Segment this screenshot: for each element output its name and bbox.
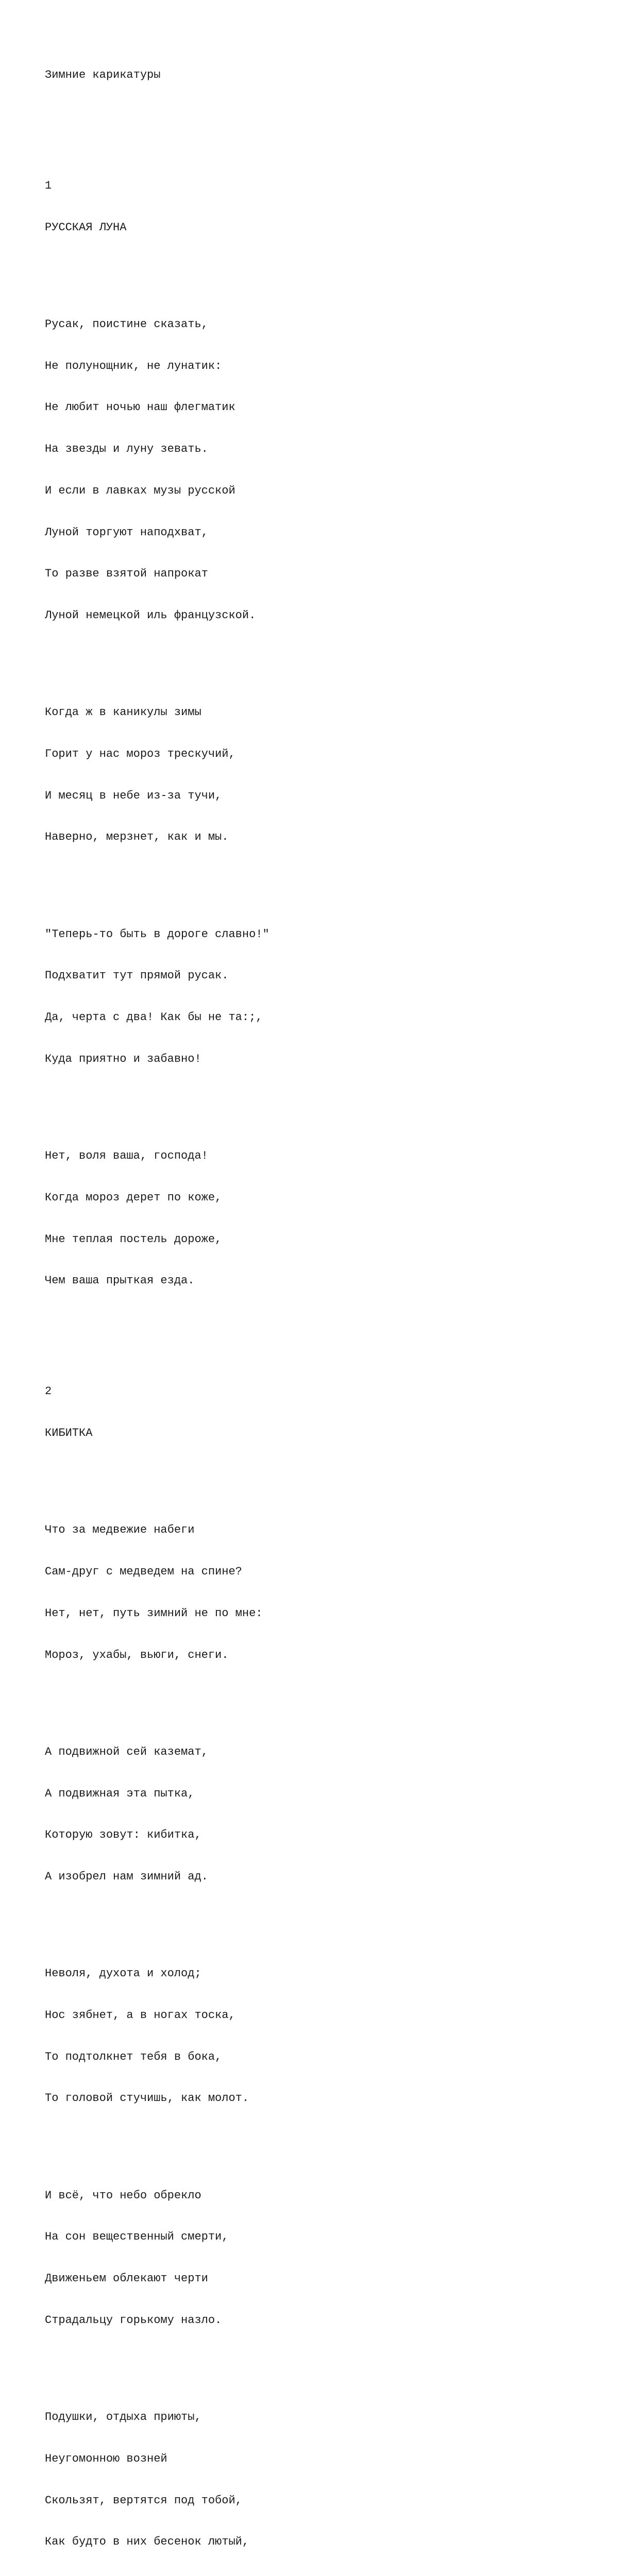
poem-line: То головой стучишь, как молот. xyxy=(45,2092,249,2105)
poem-line: Луной торгуют наподхват, xyxy=(45,526,208,539)
blank-line xyxy=(45,1316,612,1330)
poem-line: Не полунощник, не лунатик: xyxy=(45,359,222,372)
blank-line xyxy=(45,2355,612,2369)
poem-line: Движеньем облекают черти xyxy=(45,2272,208,2285)
poem-line: И если в лавках музы русской xyxy=(45,484,235,497)
section-heading: РУССКАЯ ЛУНА xyxy=(45,221,127,234)
poem-line: Куда приятно и забавно! xyxy=(45,1052,201,1065)
poem-line: Горит у нас мороз трескучий, xyxy=(45,747,235,760)
poem-line: Подушки, отдыха приюты, xyxy=(45,2411,201,2424)
blank-line xyxy=(45,1912,612,1926)
poem-line: "Теперь-то быть в дороге славно!" xyxy=(45,927,270,941)
poem-line: А подвижной сей каземат, xyxy=(45,1745,208,1758)
document-page xyxy=(45,41,612,2576)
poem-line: Чем ваша прыткая езда. xyxy=(45,1274,195,1287)
poem-line: То подтолкнет тебя в бока, xyxy=(45,2050,222,2063)
poem-line: Подхватит тут прямой русак. xyxy=(45,969,229,982)
poem-line: Что за медвежие набеги xyxy=(45,1523,195,1537)
blank-line xyxy=(45,651,612,665)
poem-line: На сон вещественный смерти, xyxy=(45,2230,229,2244)
poem-line: И месяц в небе из-за тучи, xyxy=(45,789,222,802)
poem-line: Нос зябнет, а в ногах тоска, xyxy=(45,2009,235,2022)
document-title: Зимние карикатуры xyxy=(45,68,161,81)
poem-line: Мороз, ухабы, вьюги, снеги. xyxy=(45,1648,229,1662)
poem-line: На звезды и луну зевать. xyxy=(45,443,208,456)
poem-line: Русак, поистине сказать, xyxy=(45,318,208,331)
poem-line: Наверно, мерзнет, как и мы. xyxy=(45,831,229,844)
poem-line: То разве взятой напрокат xyxy=(45,567,208,581)
poem-line: А подвижная эта пытка, xyxy=(45,1787,195,1800)
poem-line: Когда мороз дерет по коже, xyxy=(45,1191,222,1204)
poem-line: А изобрел нам зимний ад. xyxy=(45,1870,208,1883)
poem-line: Мне теплая постель дороже, xyxy=(45,1232,222,1246)
blank-line xyxy=(45,110,612,124)
poem-line: Неугомонною возней xyxy=(45,2452,167,2465)
blank-line xyxy=(45,1690,612,1704)
poem-line: Нет, воля ваша, господа! xyxy=(45,1149,208,1163)
poem-line: Да, черта с два! Как бы не та:;, xyxy=(45,1011,263,1024)
poem-line: Которую зовут: кибитка, xyxy=(45,1828,201,1842)
poem-line: Сам-друг с медведем на спине? xyxy=(45,1565,242,1579)
blank-line xyxy=(45,872,612,886)
poem-line: Как будто в них бесенок лютый, xyxy=(45,2535,249,2549)
poem-line: И всё, что небо обрекло xyxy=(45,2189,201,2202)
blank-line xyxy=(45,1094,612,1108)
section-number: 2 xyxy=(45,1385,52,1398)
poem-line: Скользят, вертятся под тобой, xyxy=(45,2494,242,2507)
blank-line xyxy=(45,262,612,276)
poem-line: Неволя, духота и холод; xyxy=(45,1967,201,1980)
poem-line: Страдальцу горькому назло. xyxy=(45,2313,222,2327)
poem-line: Нет, нет, путь зимний не по мне: xyxy=(45,1606,263,1620)
section-heading: КИБИТКА xyxy=(45,1427,93,1440)
blank-line xyxy=(45,2133,612,2147)
poem-line: Луной немецкой иль французской. xyxy=(45,608,256,622)
poem-line: Не любит ночью наш флегматик xyxy=(45,401,235,414)
section-number: 1 xyxy=(45,179,52,193)
blank-line xyxy=(45,1468,612,1482)
poem-line: Когда ж в каникулы зимы xyxy=(45,706,201,719)
